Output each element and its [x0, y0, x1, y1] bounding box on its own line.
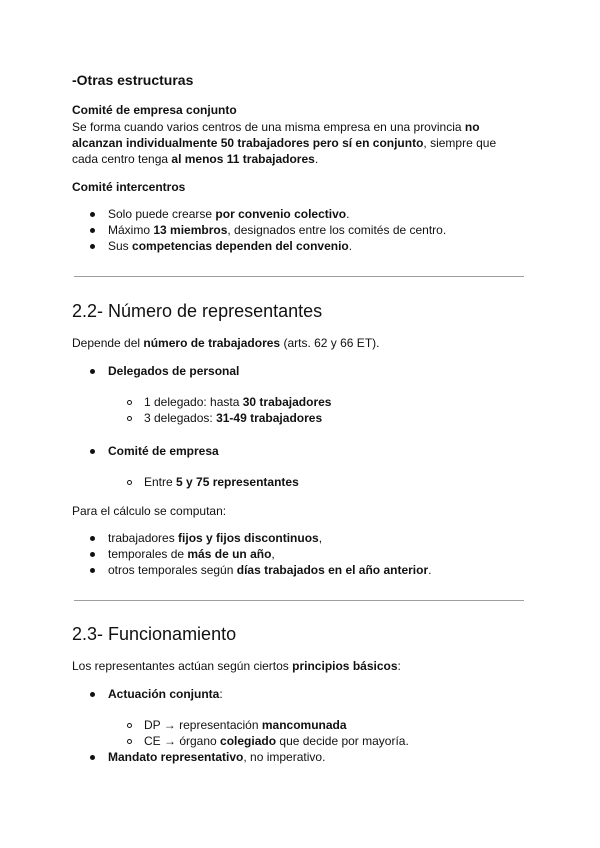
list-item: trabajadores fijos y fijos discontinuos, [108, 531, 323, 545]
list-item-comite: Comité de empresa [108, 444, 219, 458]
bullet-icon [90, 692, 95, 697]
circle-bullet-icon [127, 723, 132, 728]
paragraph-line: Se forma cuando varios centros de una misma empresa en una provincia no [72, 120, 480, 134]
list-item: otros temporales según días trabajados en el año anterior. [108, 563, 432, 577]
list-item: Sus competencias dependen del convenio. [108, 239, 353, 253]
bullet-icon [90, 369, 95, 374]
sublist-item: 3 delegados: 31-49 trabajadores [144, 411, 323, 425]
paragraph-line: alcanzan individualmente 50 trabajadores pero sí en conjunto, siempre que [72, 136, 497, 150]
list-item: temporales de más de un año, [108, 547, 275, 561]
list-item: Máximo 13 miembros, designados entre los comités de centro. [108, 223, 447, 237]
bullet-icon [90, 212, 95, 217]
sublist-item: Entre 5 y 75 representantes [144, 475, 299, 489]
list-item: Solo puede crearse por convenio colectivo. [108, 207, 350, 221]
circle-bullet-icon [127, 400, 132, 405]
paragraph-line: cada centro tenga al menos 11 trabajadores. [72, 152, 319, 166]
section-heading-funcionamiento: 2.3- Funcionamiento [72, 624, 237, 644]
paragraph-line: Los representantes actúan según ciertos principios básicos: [72, 659, 401, 673]
sublist-item: DP → representación mancomunada [144, 718, 347, 732]
circle-bullet-icon [127, 416, 132, 421]
paragraph-line: Para el cálculo se computan: [72, 504, 227, 518]
bullet-icon [90, 228, 95, 233]
list-item-delegados: Delegados de personal [108, 364, 240, 378]
sublist-item: CE → órgano colegiado que decide por mayoría. [144, 734, 409, 748]
bullet-icon [90, 244, 95, 249]
circle-bullet-icon [127, 480, 132, 485]
paragraph-line: Depende del número de trabajadores (arts. 62 y 66 ET). [72, 336, 380, 350]
subheading-comite-conjunto: Comité de empresa conjunto [72, 103, 237, 117]
list-item-mandato: Mandato representativo, no imperativo. [108, 750, 326, 764]
bullet-icon [90, 536, 95, 541]
horizontal-divider [74, 276, 524, 277]
section-heading-otras: -Otras estructuras [72, 72, 194, 88]
bullet-icon [90, 449, 95, 454]
horizontal-divider [74, 600, 524, 601]
circle-bullet-icon [127, 739, 132, 744]
bullet-icon [90, 552, 95, 557]
list-item-actuacion: Actuación conjunta: [108, 687, 223, 701]
sublist-item: 1 delegado: hasta 30 trabajadores [144, 395, 332, 409]
subheading-intercentros: Comité intercentros [72, 180, 186, 194]
bullet-icon [90, 568, 95, 573]
bullet-icon [90, 755, 95, 760]
section-heading-numero: 2.2- Número de representantes [72, 301, 323, 321]
